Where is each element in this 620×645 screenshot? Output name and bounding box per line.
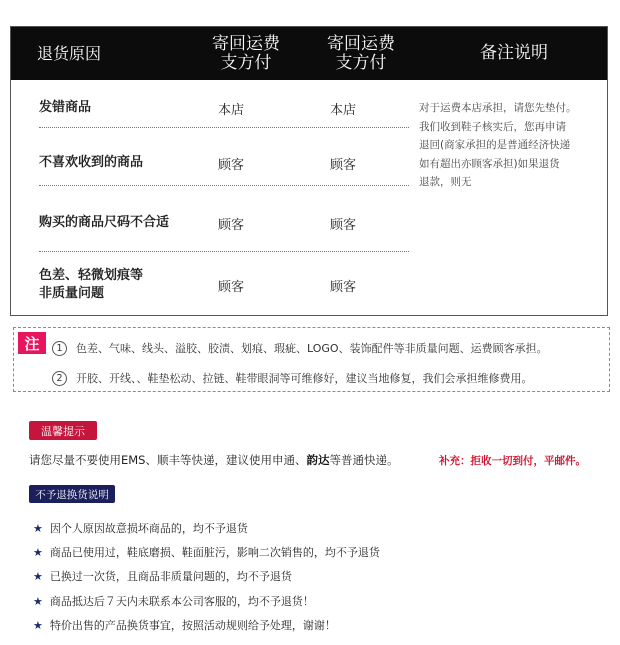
row-reason [39,135,143,191]
row-cost2: 顾客 [329,279,356,295]
row-divider [39,185,409,186]
star-icon: ★ [33,618,43,632]
remark-text [419,99,604,192]
row-cost2: 顾客 [329,157,356,173]
rule-text: 商品抵达后７天内未联系本公司客服的，均不予退货！ [49,595,314,608]
table-row [11,135,421,191]
rule-text: 商品已使用过，鞋底磨损、鞋面脏污，影响二次销售的，均不予退货 [49,546,380,559]
no-return-badge: 不予退换货说明 [29,485,115,503]
rule-text: 已换过一次货，且商品非质量问题的，均不予退货 [49,570,292,583]
star-icon: ★ [33,594,43,608]
header-remark: 备注说明 [480,43,548,63]
header-cost2-line1: 寄回运费 [327,33,395,54]
note-item-text: 色差、气味、线头、溢胶、胶渍、划痕、瑕疵、LOGO、装饰配件等非质量问题、运费顾客承担。 [76,342,548,355]
tips-text-after: 等普通快递。 [329,453,399,467]
row-divider [39,127,409,128]
note-item-text: 开胶、开线、、鞋垫松动、拉链、鞋带眼洞等可维修好，建议当地修复，我们会承担维修费用。 [76,372,533,385]
remark-line: 退回(商家承担的是普通经济快递 [419,139,571,151]
row-divider [39,251,409,252]
reason-text: 不喜欢收到的商品 [39,155,144,170]
rule-item [33,520,248,536]
remark-line: 退款，则无 [419,176,472,188]
header-reason: 退货原因 [37,44,102,63]
row-reason [39,195,169,251]
header-cost1-line2: 支方付 [220,52,272,73]
remark-line: 如有超出亦顾客承担)如果退货 [419,157,560,170]
rule-item [33,568,292,584]
star-icon: ★ [33,545,43,559]
return-policy-table [10,26,608,316]
star-icon: ★ [33,569,43,583]
row-cost2: 顾客 [329,217,356,233]
header-shipping-payer-1 [191,27,301,80]
circled-number-icon: 1 [52,341,67,356]
row-cost2: 本店 [329,102,356,118]
note-item [52,370,533,386]
note-badge: 注 [18,332,46,354]
star-icon: ★ [33,521,43,535]
table-row [11,195,421,251]
header-cost1-line1: 寄回运费 [212,33,280,54]
row-cost1: 顾客 [217,157,244,173]
table-row [11,257,421,313]
tips-text-bold: 韵达 [306,453,330,467]
tips-text-before: 请您尽量不要使用EMS、顺丰等快递，建议使用申通、 [29,453,307,467]
remark-line: 我们收到鞋子核实后，您再申请 [419,120,566,133]
rule-item [33,617,336,633]
remark-line: 对于运费本店承担，请您先垫付。 [419,102,577,114]
reason-text: 购买的商品尺码不合适 [39,215,170,230]
rule-item [33,544,380,560]
reason-text: 发错商品 [39,100,92,115]
warm-tips-text [29,452,399,468]
warm-tips-badge: 温馨提示 [29,421,97,440]
table-header [11,27,607,80]
row-cost1: 顾客 [217,279,244,295]
reason-text: 色差、轻微划痕等 [39,268,144,283]
note-box [13,327,610,392]
rule-text: 特价出售的产品换货事宜，按照活动规则给予处理，谢谢！ [49,619,336,632]
rule-item [33,593,314,609]
row-cost1: 顾客 [217,217,244,233]
reason-text: 非质量问题 [39,286,105,301]
row-cost1: 本店 [217,102,244,118]
note-item [52,340,548,356]
header-cost2-line2: 支方付 [335,52,387,73]
supplement-note: 补充：拒收一切到付，平邮件。 [439,455,586,467]
rule-text: 因个人原因故意损坏商品的，均不予退货 [49,522,248,535]
row-reason [39,257,143,313]
circled-number-icon: 2 [52,371,67,386]
header-shipping-payer-2 [306,27,416,80]
